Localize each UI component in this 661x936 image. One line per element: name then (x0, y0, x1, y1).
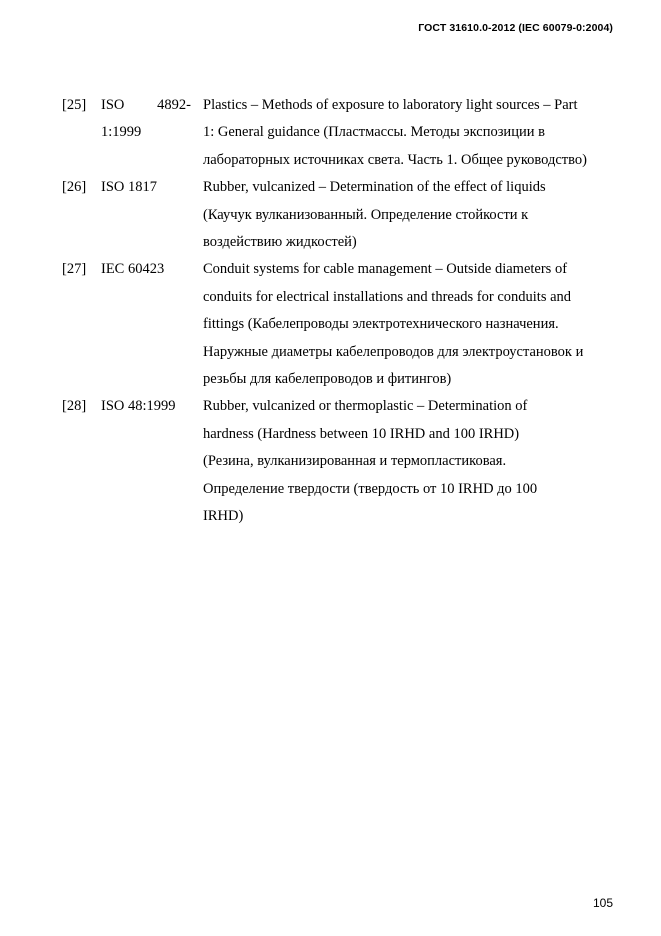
reference-title: Conduit systems for cable management – Outside diameters of conduits for electrical installations and threads for conduits and fittings (Кабелепроводы электротехнического назначения. Наружные диаметры кабелепроводов для электроустановок и резьбы для кабелепроводов и фитингов) (203, 261, 584, 388)
reference-code-year: 1:1999 (101, 124, 142, 141)
reference-entry-26 (62, 174, 602, 256)
reference-number: [25] (62, 97, 87, 113)
reference-entry-25 (62, 92, 602, 174)
page-number: 105 (592, 896, 613, 910)
reference-code-number: 4892- (157, 97, 191, 113)
reference-code: IEC 60423 (101, 261, 165, 278)
reference-code: ISO 48:1999 (101, 398, 176, 415)
reference-title: Rubber, vulcanized or thermoplastic – Determination of hardness (Hardness between 10 IRHD and 100 IRHD) (Резина, вулканизированная и термопластиковая. Определение твердости (твердость от 10 IRHD до 100 IRHD) (203, 398, 538, 525)
reference-list (62, 92, 602, 531)
reference-title: Plastics – Methods of exposure to laboratory light sources – Part 1: General guidance (Пластмассы. Методы экспозиции в лабораторных источниках света. Часть 1. Общее руководство) (203, 97, 587, 168)
reference-number: [27] (62, 261, 87, 278)
reference-code: ISO 1817 (101, 179, 157, 196)
reference-entry-27 (62, 256, 602, 393)
reference-code (101, 92, 203, 147)
reference-number: [26] (62, 179, 87, 196)
reference-number: [28] (62, 398, 87, 415)
page-header: ГОСТ 31610.0-2012 (IEC 60079-0:2004) (418, 22, 613, 34)
reference-entry-28 (62, 393, 602, 530)
reference-title: Rubber, vulcanized – Determination of the effect of liquids (Каучук вулканизованный. Определение стойкости к воздействию жидкостей) (203, 179, 546, 251)
reference-code-prefix: ISO (101, 97, 125, 113)
